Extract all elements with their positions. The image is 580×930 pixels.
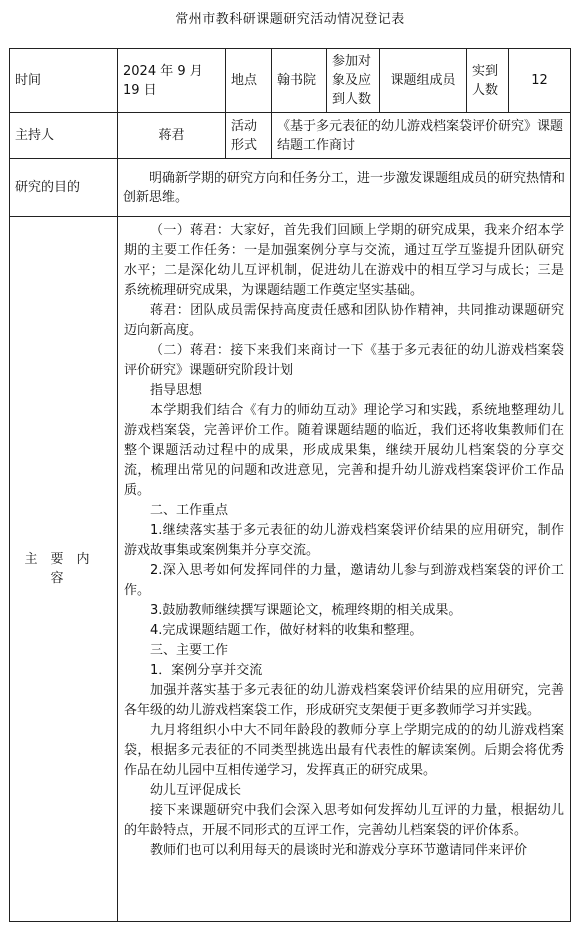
content-paragraph: 加强并落实基于多元表征的幼儿游戏档案袋评价结果的应用研究，完善各年级的幼儿游戏档案袋工作，形成研究支架便于更多教师学习并实践。 bbox=[124, 683, 564, 718]
actual-count-value: 12 bbox=[509, 49, 571, 113]
activity-form-label: 活动形式 bbox=[226, 113, 272, 159]
actual-count-label: 实到人数 bbox=[467, 49, 509, 113]
content-paragraph: （二）蒋君：接下来我们来商讨一下《基于多元表征的幼儿游戏档案袋评价研究》课题研究阶段计划 bbox=[124, 343, 564, 378]
purpose-text: 明确新学期的研究方向和任务分工，进一步激发课题组成员的研究热情和创新思维。 bbox=[123, 170, 566, 205]
content-heading: 三、主要工作 bbox=[150, 643, 229, 658]
row-main-content bbox=[10, 217, 571, 922]
content-list-item: 3.鼓励教师继续撰写课题论文，梳理终期的相关成果。 bbox=[150, 603, 462, 618]
content-list-item: 1.继续落实基于多元表征的幼儿游戏档案袋评价结果的应用研究，制作游戏故事集或案例集并分享交流。 bbox=[124, 523, 564, 558]
content-subheading: 1．案例分享并交流 bbox=[150, 663, 263, 678]
content-paragraph: （一）蒋君：大家好，首先我们回顾上学期的研究成果，我来介绍本学期的主要工作任务：一是加强案例分享与交流，通过互学互鉴提升团队研究水平；二是深化幼儿互评机制，促进幼儿在游戏中的相互学习与成长；三是系统梳理研究成果，为课题结题工作奠定坚实基础。 bbox=[124, 223, 564, 298]
content-paragraph: 本学期我们结合《有力的师幼互动》理论学习和实践，系统地整理幼儿游戏档案袋，完善评价工作。随着课题结题的临近，我们还将收集教师们在整个课题活动过程中的成果，形成成果集，继续开展幼儿档案袋的分享交流，梳理出常见的问题和改进意见，完善和提升幼儿游戏档案袋评价工作品质。 bbox=[124, 403, 564, 498]
host-label: 主持人 bbox=[10, 113, 118, 159]
time-label: 时间 bbox=[10, 49, 118, 113]
content-heading: 指导思想 bbox=[150, 383, 203, 398]
row-purpose bbox=[10, 159, 571, 217]
main-content-body bbox=[124, 221, 564, 921]
row-time-place bbox=[10, 49, 571, 113]
participants-value: 课题组成员 bbox=[380, 49, 467, 113]
place-label: 地点 bbox=[226, 49, 272, 113]
time-value: 2024 年 9 月 19 日 bbox=[118, 49, 226, 113]
content-subheading: 幼儿互评促成长 bbox=[150, 783, 242, 798]
purpose-label: 研究的目的 bbox=[10, 159, 118, 217]
content-paragraph: 蒋君：团队成员需保持高度责任感和团队协作精神，共同推动课题研究迈向新高度。 bbox=[124, 303, 564, 338]
place-value: 翰书院 bbox=[272, 49, 327, 113]
document-title: 常州市教科研课题研究活动情况登记表 bbox=[175, 12, 405, 27]
activity-form-value: 《基于多元表征的幼儿游戏档案袋评价研究》课题结题工作商讨 bbox=[272, 113, 571, 159]
content-heading: 二、工作重点 bbox=[150, 503, 229, 518]
activity-record-table bbox=[9, 48, 571, 922]
host-value: 蒋君 bbox=[118, 113, 226, 159]
content-list-item: 4.完成课题结题工作，做好材料的收集和整理。 bbox=[150, 623, 423, 638]
main-content-label: 主要内容 bbox=[10, 217, 118, 922]
participants-label: 参加对象及应到人数 bbox=[327, 49, 380, 113]
content-list-item: 2.深入思考如何发挥同伴的力量，邀请幼儿参与到游戏档案袋的评价工作。 bbox=[124, 563, 564, 598]
content-paragraph: 九月将组织小中大不同年龄段的教师分享上学期完成的的幼儿游戏档案袋，根据多元表征的不同类型挑选出最有代表性的解读案例。后期会将优秀作品在幼儿园中互相传递学习，发挥真正的研究成果。 bbox=[124, 723, 564, 778]
content-paragraph: 接下来课题研究中我们会深入思考如何发挥幼儿互评的力量，根据幼儿的年龄特点，开展不同形式的互评工作，完善幼儿档案袋的评价体系。 bbox=[124, 803, 564, 838]
row-host-form bbox=[10, 113, 571, 159]
content-paragraph: 教师们也可以利用每天的晨谈时光和游戏分享环节邀请同伴来评价 bbox=[150, 843, 528, 858]
